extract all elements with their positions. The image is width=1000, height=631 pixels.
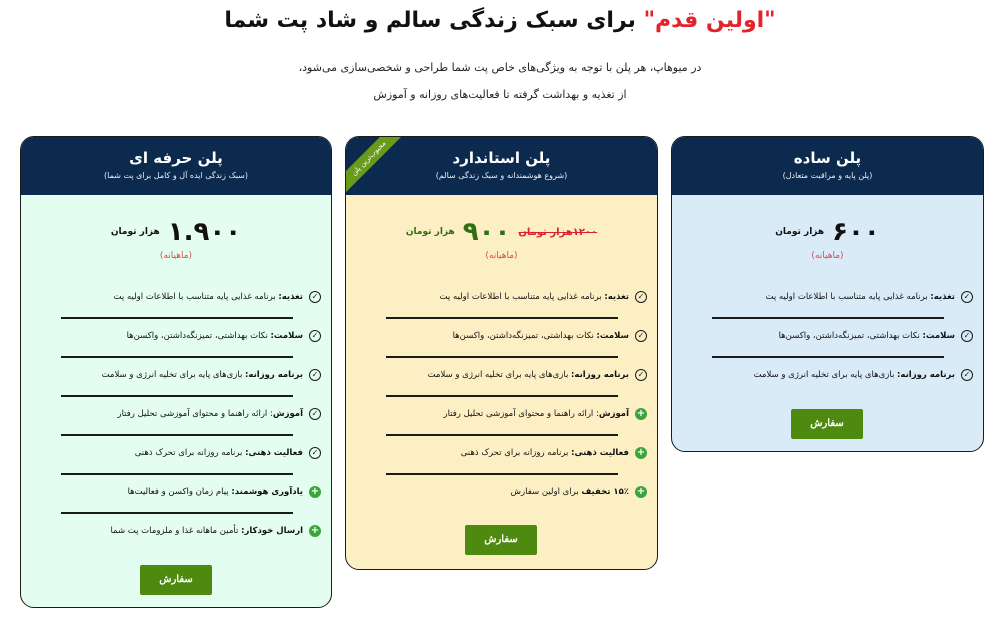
feature-description: بازی‌های پایه برای تخلیه انرژی و سلامت (427, 370, 572, 380)
feature-text (511, 487, 629, 497)
feature-label: تغذیه: (604, 292, 629, 302)
feature-text (135, 448, 303, 458)
plan-header-standard (346, 137, 657, 195)
feature-label: تغذیه: (930, 292, 955, 302)
feature-text (754, 370, 955, 380)
check-circle-icon: ✓ (635, 330, 647, 342)
feature-label: سلامت: (270, 331, 303, 341)
feature-description: : ارائه راهنما و محتوای آموزشی تحلیل رفتار (117, 409, 273, 419)
feature-label: برنامه روزانه: (897, 370, 955, 380)
feature-text (127, 331, 303, 341)
feature-label: سلامت: (922, 331, 955, 341)
feature-item (346, 404, 657, 443)
feature-text (110, 526, 303, 536)
feature-text (114, 292, 303, 302)
feature-item (346, 443, 657, 482)
feature-item (672, 326, 983, 365)
feature-item (346, 482, 657, 521)
feature-description: نکات بهداشتی، تمیزنگه‌داشتن، واکسن‌ها (452, 331, 597, 341)
order-button-pro[interactable]: سفارش (140, 565, 212, 595)
feature-description: بازی‌های پایه برای تخلیه انرژی و سلامت (101, 370, 246, 380)
feature-text (453, 331, 629, 341)
feature-divider (61, 356, 293, 358)
intro-line-2: از تغذیه و بهداشت گرفته تا فعالیت‌های روزانه و آموزش (373, 88, 627, 101)
feature-label: تغذیه: (278, 292, 303, 302)
plan-card-standard (345, 136, 658, 570)
feature-divider (61, 395, 293, 397)
plus-circle-icon: + (310, 525, 320, 536)
feature-text (128, 487, 303, 497)
feature-label: فعالیت ذهنی: (245, 448, 303, 458)
plan-subtitle-pro: (سبک زندگی ایده آل و کامل برای پت شما) (104, 171, 248, 180)
price-unit-standard: هزار تومان (405, 227, 455, 237)
period-standard: (ماهیانه) (485, 251, 518, 261)
plan-card-basic (671, 136, 984, 452)
feature-label: ۱۵٪ تخفیف (581, 487, 629, 497)
check-circle-icon: ✓ (309, 291, 321, 303)
plan-title-basic: پلن ساده (793, 149, 862, 167)
old-price-standard: ۱۲۰۰هزار تومان (518, 226, 598, 238)
feature-divider (61, 473, 293, 475)
feature-item (21, 443, 331, 482)
plus-circle-icon: + (310, 486, 320, 497)
plan-subtitle-standard: (شروع هوشمندانه و سبک زندگی سالم) (435, 171, 568, 180)
feature-label: آموزش (272, 409, 303, 419)
feature-divider (61, 317, 293, 319)
period-basic: (ماهیانه) (811, 251, 844, 261)
title-accent: "اولین قدم" (643, 8, 776, 33)
feature-description: برنامه روزانه برای تحرک ذهنی (460, 448, 572, 458)
feature-item (21, 365, 331, 404)
price-row-standard (346, 217, 657, 247)
check-circle-icon: ✓ (635, 291, 647, 303)
feature-description: پیام زمان واکسن و فعالیت‌ها (127, 487, 232, 497)
feature-divider (386, 434, 618, 436)
check-circle-icon: ✓ (309, 408, 321, 420)
feature-list-basic (672, 287, 983, 404)
plan-header-basic (672, 137, 983, 195)
price-value-basic: ۶۰۰ (832, 217, 880, 247)
feature-item (21, 521, 331, 560)
feature-label: برنامه روزانه: (571, 370, 629, 380)
feature-text (461, 448, 629, 458)
feature-label: یادآوری هوشمند: (231, 487, 303, 497)
page-title (0, 8, 1000, 33)
feature-item (21, 287, 331, 326)
feature-description: تأمین ماهانه غذا و ملزومات پت شما (110, 526, 242, 536)
feature-text (117, 409, 303, 419)
order-button-basic[interactable]: سفارش (791, 409, 863, 439)
plan-title-standard: پلن استاندارد (452, 149, 551, 167)
feature-label: فعالیت ذهنی: (571, 448, 629, 458)
feature-item (346, 287, 657, 326)
feature-item (672, 365, 983, 404)
feature-item (346, 365, 657, 404)
price-row-basic (672, 217, 983, 247)
popular-ribbon: محبوب‌ترین پلن (345, 136, 406, 196)
feature-label: آموزش (598, 409, 629, 419)
order-button-standard[interactable]: سفارش (465, 525, 537, 555)
check-circle-icon: ✓ (309, 447, 321, 459)
feature-description: برنامه غذایی پایه متناسب با اطلاعات اولیه پت (439, 292, 605, 302)
plan-header-pro (21, 137, 331, 195)
plus-circle-icon: + (636, 486, 646, 497)
feature-item (672, 287, 983, 326)
feature-text (102, 370, 303, 380)
price-unit-pro: هزار تومان (110, 227, 160, 237)
feature-label: ارسال خودکار: (241, 526, 303, 536)
feature-divider (386, 395, 618, 397)
feature-item (21, 404, 331, 443)
price-row-pro (21, 217, 331, 247)
feature-text (443, 409, 629, 419)
feature-label: سلامت: (596, 331, 629, 341)
price-value-pro: ۱.۹۰۰ (167, 217, 242, 247)
feature-item (21, 326, 331, 365)
feature-list-pro (21, 287, 331, 560)
intro-line-1: در میوهاپ، هر پلن با توجه به ویژگی‌های خاص پت شما طراحی و شخصی‌سازی می‌شود، (298, 61, 702, 74)
feature-divider (712, 317, 944, 319)
check-circle-icon: ✓ (309, 330, 321, 342)
feature-text (779, 331, 955, 341)
feature-divider (712, 356, 944, 358)
feature-description: برنامه غذایی پایه متناسب با اطلاعات اولیه پت (113, 292, 279, 302)
check-circle-icon: ✓ (961, 330, 973, 342)
feature-divider (386, 356, 618, 358)
feature-description: برای اولین سفارش (510, 487, 582, 497)
feature-description: : ارائه راهنما و محتوای آموزشی تحلیل رفتار (443, 409, 599, 419)
feature-divider (386, 473, 618, 475)
check-circle-icon: ✓ (961, 291, 973, 303)
check-circle-icon: ✓ (635, 369, 647, 381)
feature-list-standard (346, 287, 657, 521)
feature-description: بازی‌های پایه برای تخلیه انرژی و سلامت (753, 370, 898, 380)
feature-divider (61, 512, 293, 514)
feature-text (428, 370, 629, 380)
plus-circle-icon: + (636, 408, 646, 419)
feature-item (21, 482, 331, 521)
feature-label: برنامه روزانه: (245, 370, 303, 380)
feature-description: برنامه روزانه برای تحرک ذهنی (134, 448, 246, 458)
feature-description: نکات بهداشتی، تمیزنگه‌داشتن، واکسن‌ها (126, 331, 271, 341)
price-value-standard: ۹۰۰ (462, 217, 511, 247)
feature-text (440, 292, 629, 302)
feature-item (346, 326, 657, 365)
period-pro: (ماهیانه) (159, 251, 193, 261)
plan-subtitle-basic: (پلن پایه و مراقبت متعادل) (782, 171, 873, 180)
check-circle-icon: ✓ (309, 369, 321, 381)
feature-divider (386, 317, 618, 319)
price-unit-basic: هزار تومان (775, 227, 825, 237)
plan-title-pro: پلن حرفه ای (129, 149, 223, 167)
plus-circle-icon: + (636, 447, 646, 458)
feature-text (766, 292, 955, 302)
plan-card-pro (20, 136, 332, 608)
feature-divider (61, 434, 293, 436)
title-rest: برای سبک زندگی سالم و شاد پت شما (224, 8, 644, 33)
check-circle-icon: ✓ (961, 369, 973, 381)
feature-description: نکات بهداشتی، تمیزنگه‌داشتن، واکسن‌ها (778, 331, 923, 341)
feature-description: برنامه غذایی پایه متناسب با اطلاعات اولیه پت (765, 292, 931, 302)
